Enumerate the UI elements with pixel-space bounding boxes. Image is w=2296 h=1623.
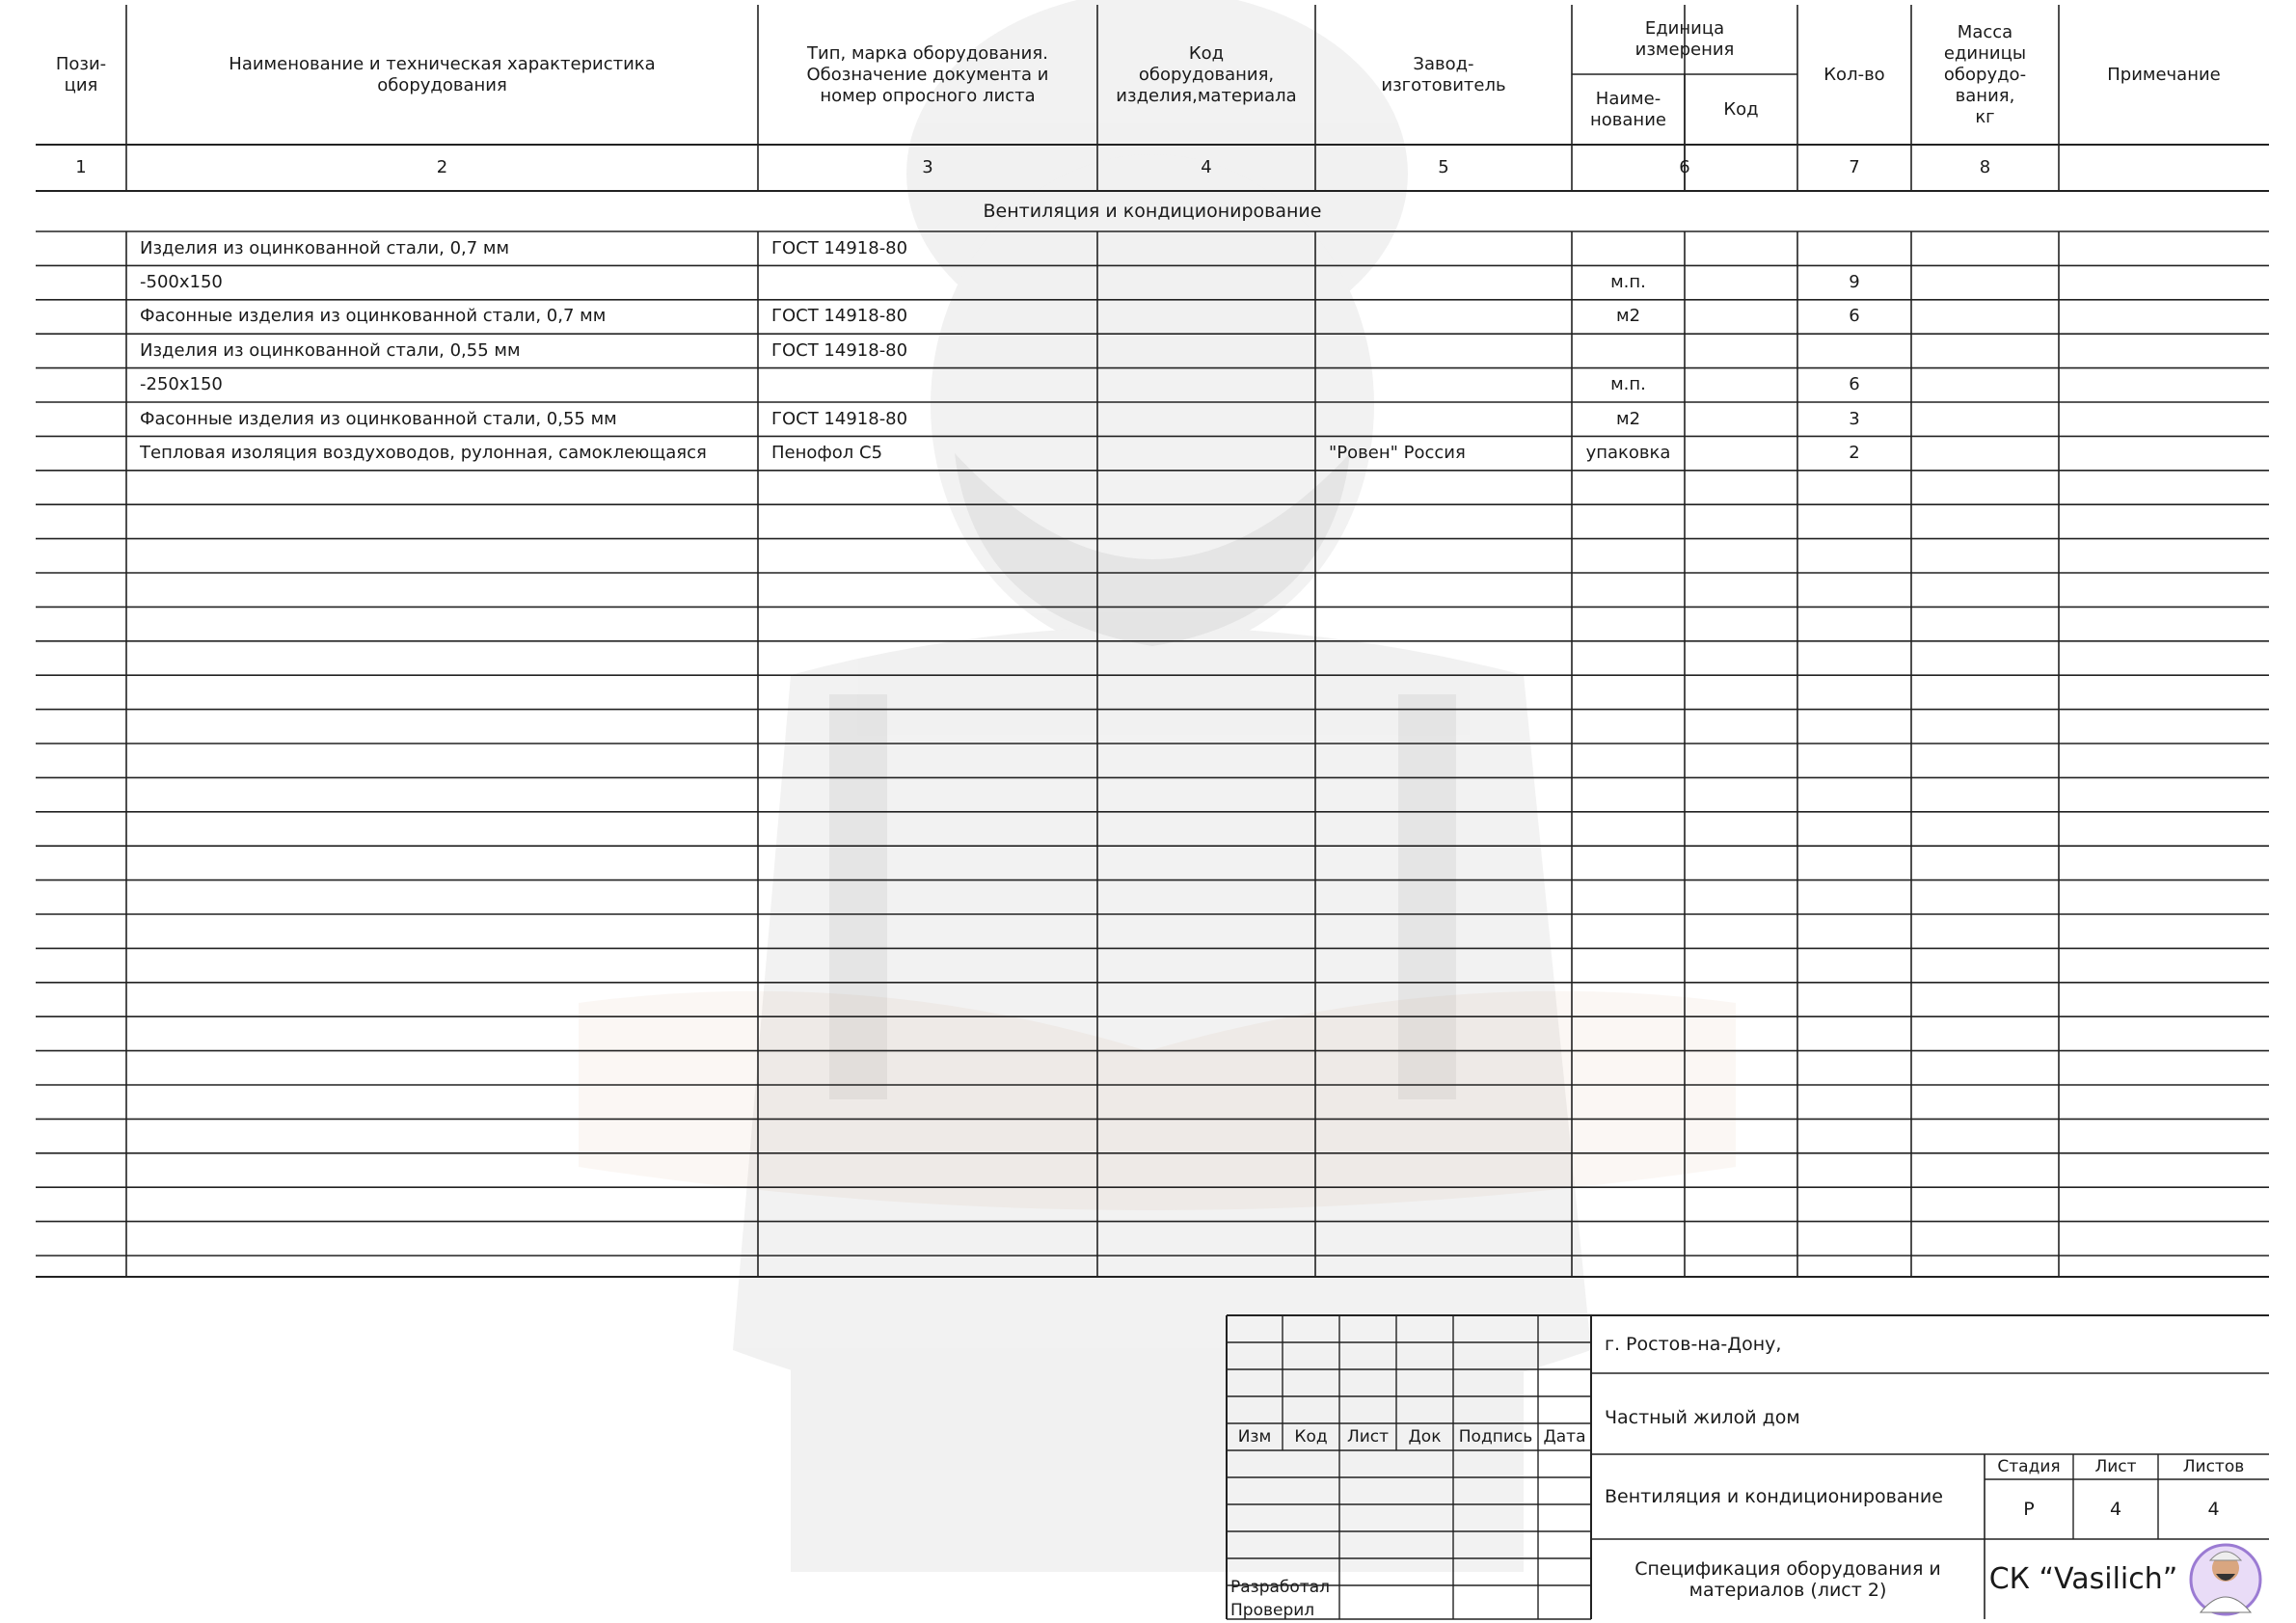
column-number-1: 1: [75, 157, 87, 177]
column-number-5: 5: [1438, 157, 1449, 177]
column-number-6: 6: [1679, 157, 1690, 177]
row-name: Тепловая изоляция воздуховодов, рулонная, самоклеющаяся: [140, 443, 707, 464]
title-object: Частный жилой дом: [1605, 1407, 1800, 1428]
title-label-podpis: Подпись: [1458, 1427, 1533, 1447]
header-unit-name: Наиме- нование: [1590, 88, 1666, 130]
title-stage-label: Стадия: [1997, 1457, 2061, 1476]
header-qty: Кол-во: [1823, 64, 1885, 85]
title-sheet: 4: [2109, 1499, 2122, 1520]
column-number-4: 4: [1201, 157, 1212, 177]
title-label-list: Лист: [1346, 1427, 1390, 1447]
row-type: [758, 368, 1097, 402]
row-name: Фасонные изделия из оцинкованной стали, 0,7 мм: [140, 306, 607, 327]
row-maker: [1315, 300, 1572, 334]
row-name: Изделия из оцинкованной стали, 0,7 мм: [140, 237, 510, 258]
row-type: ГОСТ 14918-80: [771, 306, 908, 327]
row-qty: 6: [1849, 306, 1860, 327]
title-city: г. Ростов-на-Дону,: [1605, 1334, 1782, 1355]
header-mass: Масса единицы оборудо- вания, кг: [1943, 21, 2027, 127]
row-maker: [1315, 334, 1572, 367]
title-label-kod: Код: [1294, 1427, 1328, 1447]
header-unit: Единица измерения: [1634, 18, 1735, 60]
header-code: Код оборудования, изделия,материала: [1116, 42, 1297, 106]
row-maker: "Ровен" Россия: [1329, 443, 1466, 464]
row-type: ГОСТ 14918-80: [771, 408, 908, 429]
row-name: Фасонные изделия из оцинкованной стали, 0,55 мм: [140, 408, 617, 429]
column-number-3: 3: [922, 157, 933, 177]
row-type: ГОСТ 14918-80: [771, 237, 908, 258]
row-name: Изделия из оцинкованной стали, 0,55 мм: [140, 339, 521, 361]
title-company: СК “Vasilich”: [1988, 1561, 2178, 1596]
title-developed-label: Разработал: [1230, 1578, 1330, 1597]
row-qty: [1797, 334, 1911, 367]
header-note: Примечание: [2107, 64, 2221, 85]
row-unit: м.п.: [1610, 272, 1646, 293]
row-qty: 2: [1849, 443, 1860, 464]
title-label-data: Дата: [1543, 1427, 1586, 1447]
row-maker: [1315, 231, 1572, 265]
title-sheet-label: Лист: [2094, 1457, 2137, 1476]
company-logo-avatar: [2191, 1545, 2260, 1614]
row-maker: [1315, 265, 1572, 299]
row-unit: м2: [1615, 408, 1641, 429]
header-name: Наименование и техническая характеристика оборудования: [229, 53, 656, 95]
row-qty: 6: [1849, 374, 1860, 395]
row-qty: 3: [1849, 408, 1860, 429]
row-unit: [1572, 231, 1685, 265]
row-name: -250x150: [140, 374, 223, 395]
title-sheets: 4: [2207, 1499, 2220, 1520]
row-name: -500x150: [140, 272, 223, 293]
section-title: Вентиляция и кондиционирование: [983, 201, 1322, 222]
row-type: [758, 265, 1097, 299]
header-type: Тип, марка оборудования. Обозначение документа и номер опросного листа: [806, 42, 1049, 106]
column-number-8: 8: [1979, 157, 1991, 177]
row-unit: упаковка: [1585, 443, 1671, 464]
row-qty: 9: [1849, 272, 1860, 293]
title-doc: Спецификация оборудования и материалов (лист 2): [1634, 1557, 1941, 1601]
row-maker: [1315, 368, 1572, 402]
row-qty: [1797, 231, 1911, 265]
title-checked-label: Проверил: [1230, 1601, 1315, 1620]
header-position: Пози- ция: [55, 53, 107, 95]
header-maker: Завод- изготовитель: [1381, 53, 1506, 95]
column-number-2: 2: [436, 157, 448, 177]
title-label-izm: Изм: [1237, 1427, 1272, 1447]
row-maker: [1315, 402, 1572, 436]
row-unit: м2: [1615, 306, 1641, 327]
row-type: Пенофол С5: [771, 443, 883, 464]
title-label-dok: Док: [1408, 1427, 1442, 1447]
title-section: Вентиляция и кондиционирование: [1605, 1486, 1943, 1507]
row-unit: м.п.: [1610, 374, 1646, 395]
row-type: ГОСТ 14918-80: [771, 339, 908, 361]
title-sheets-label: Листов: [2182, 1457, 2245, 1476]
header-unit-code: Код: [1723, 98, 1759, 120]
row-unit: [1572, 334, 1685, 367]
title-stage: Р: [2023, 1499, 2035, 1520]
column-number-7: 7: [1849, 157, 1860, 177]
